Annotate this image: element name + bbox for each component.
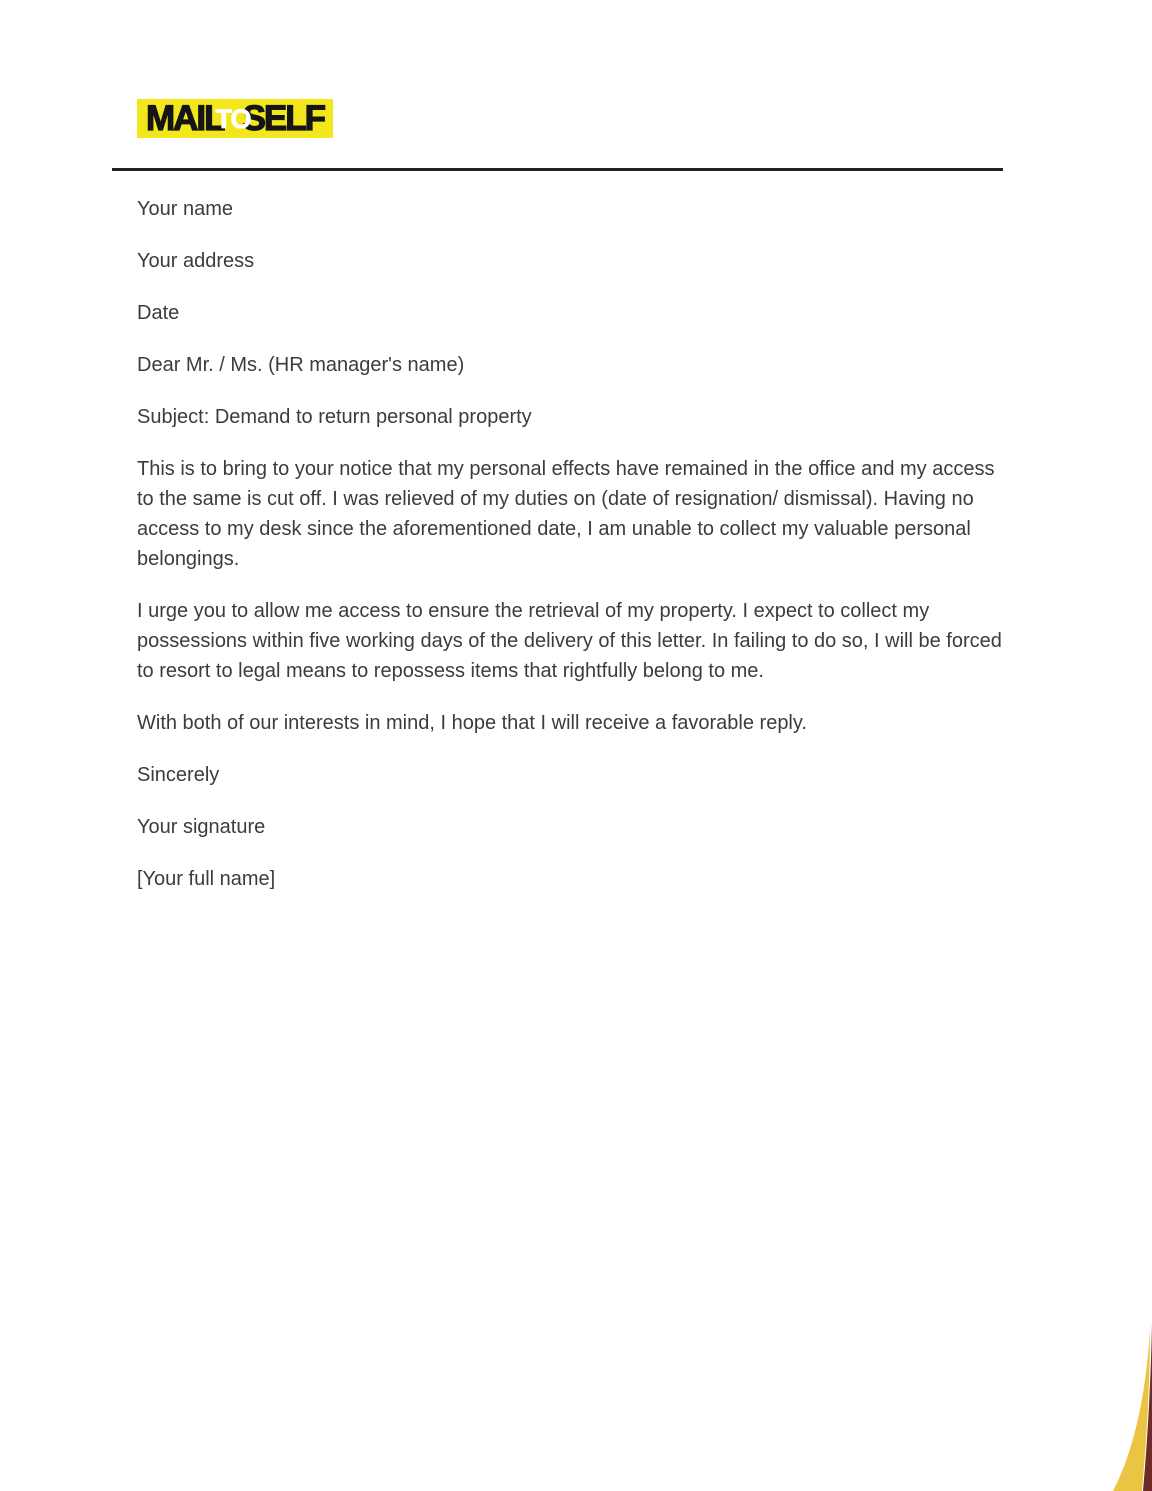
salutation-line: Dear Mr. / Ms. (HR manager's name) [137, 354, 465, 376]
corner-swoosh-decoration [1100, 1323, 1152, 1491]
logo-text-self: SELF [242, 99, 325, 138]
body-paragraph: I urge you to allow me access to ensure the retrieval of my property. I expect to collect my possessions within five working days of the delivery of this letter. In failing to do so, I will be forced to resort to legal means to repossess items that rightfully belong to me. [137, 600, 1002, 682]
corner-yellow-wedge [1113, 1329, 1150, 1491]
closing-line: Sincerely [137, 764, 220, 786]
sender-address-line: Your address [137, 250, 255, 272]
date-line: Date [137, 302, 180, 324]
signature-line: Your signature [137, 816, 266, 838]
subject-line: Subject: Demand to return personal property [137, 406, 532, 428]
letter-body [137, 194, 1009, 916]
mailtoself-logo [137, 99, 333, 138]
sender-name-line: Your name [137, 198, 233, 220]
logo-text-mail: MAIL [146, 99, 224, 138]
full-name-line: [Your full name] [137, 868, 276, 890]
body-paragraph: This is to bring to your notice that my personal effects have remained in the office and my access to the same is cut off. I was relieved of my duties on (date of resignation/ dismissal). Having no access to my desk since the aforementioned date, I am unable to collect my valuable personal belongings. [137, 458, 995, 570]
logo-text-to: TO [215, 104, 251, 134]
header-divider [112, 168, 1003, 171]
body-paragraph: With both of our interests in mind, I hope that I will receive a favorable reply. [137, 712, 807, 734]
